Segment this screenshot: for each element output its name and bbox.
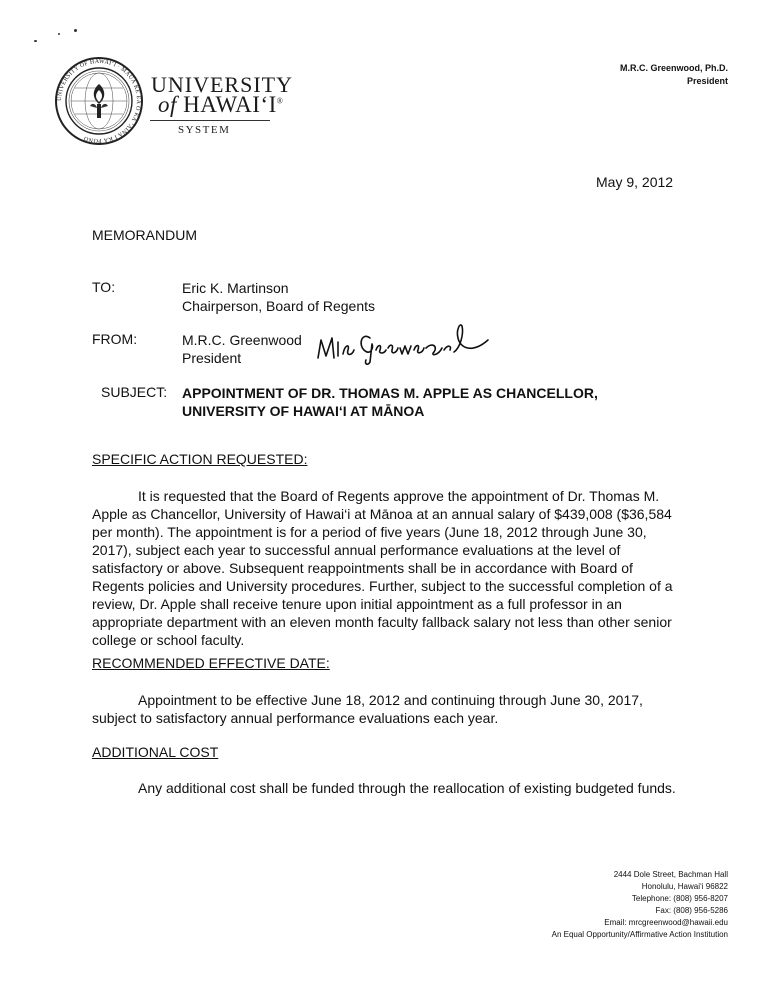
letterhead-divider [150, 120, 270, 121]
memo-type: MEMORANDUM [92, 227, 197, 243]
footer-address [552, 869, 728, 941]
university-hawaii: HAWAI‘I [183, 92, 277, 117]
university-seal-icon [54, 56, 144, 146]
to-label: TO: [92, 279, 116, 295]
footer-city: Honolulu, Hawai‘i 96822 [641, 882, 728, 891]
effective-date-heading: RECOMMENDED EFFECTIVE DATE: [92, 655, 330, 671]
additional-cost-paragraph [92, 779, 682, 797]
from-title: President [182, 350, 242, 366]
footer-telephone: Telephone: (808) 956-8207 [631, 894, 728, 903]
signature-image [312, 318, 492, 366]
subject-block [182, 384, 598, 420]
university-name-line2 [158, 92, 283, 118]
from-label: FROM: [92, 331, 138, 347]
subject-label: SUBJECT: [101, 384, 168, 400]
registered-mark: ® [276, 96, 284, 106]
additional-cost-heading: ADDITIONAL COST [92, 744, 219, 760]
seal-text: UNIVERSITY OF HAWAI‘I · MAUA KE EA O KA ‘AINA I KA PONO [56, 58, 142, 144]
specific-action-heading: SPECIFIC ACTION REQUESTED: [92, 451, 308, 467]
to-title: Chairperson, Board of Regents [182, 298, 375, 314]
effective-date-text: Appointment to be effective June 18, 2012 and continuing through June 30, 2017, subject to satisfactory annual performance evaluations each year. [92, 692, 643, 726]
footer-email: Email: mrcgreenwood@hawaii.edu [604, 918, 728, 927]
president-name: M.R.C. Greenwood, Ph.D. [619, 63, 728, 73]
effective-date-paragraph [92, 691, 682, 727]
university-system-label: SYSTEM [178, 124, 231, 136]
footer-fax: Fax: (808) 956-5286 [655, 906, 728, 915]
memo-date: May 9, 2012 [596, 174, 674, 190]
subject-line2: UNIVERSITY OF HAWAI‘I AT MĀNOA [182, 403, 425, 419]
president-title: President [686, 76, 728, 86]
to-block [182, 279, 375, 315]
footer-eoe: An Equal Opportunity/Affirmative Action Institution [551, 930, 728, 939]
scan-speck [34, 40, 37, 42]
specific-action-text: It is requested that the Board of Regents approve the appointment of Dr. Thomas M. Apple as Chancellor, University of Hawai‘i at Mānoa at an annual salary of $439,008 ($36,584 per month). The appointment is for a period of five years (June 18, 2012 through June 30, 2017), subject each year to successful annual performance evaluations at the level of satisfactory or above. Subsequent reappointments shall be in accordance with Board of Regents policies and University procedures. Further, subject to the successful completion of a review, Dr. Apple shall receive tenure upon initial appointment as a full professor in an appropriate department with an eleven month faculty fallback salary not less than other senior college or school faculty. [92, 488, 673, 648]
university-of: of [158, 92, 177, 117]
subject-line1: APPOINTMENT OF DR. THOMAS M. APPLE AS CHANCELLOR, [182, 385, 598, 401]
from-name: M.R.C. Greenwood [182, 332, 302, 348]
to-name: Eric K. Martinson [182, 280, 289, 296]
footer-street: 2444 Dole Street, Bachman Hall [613, 870, 728, 879]
university-name-line1: UNIVERSITY [151, 72, 293, 97]
from-block [182, 331, 302, 367]
scan-speck [74, 29, 77, 32]
specific-action-paragraph [92, 487, 682, 649]
additional-cost-text: Any additional cost shall be funded through the reallocation of existing budgeted funds. [138, 780, 676, 796]
scan-speck [58, 33, 60, 35]
